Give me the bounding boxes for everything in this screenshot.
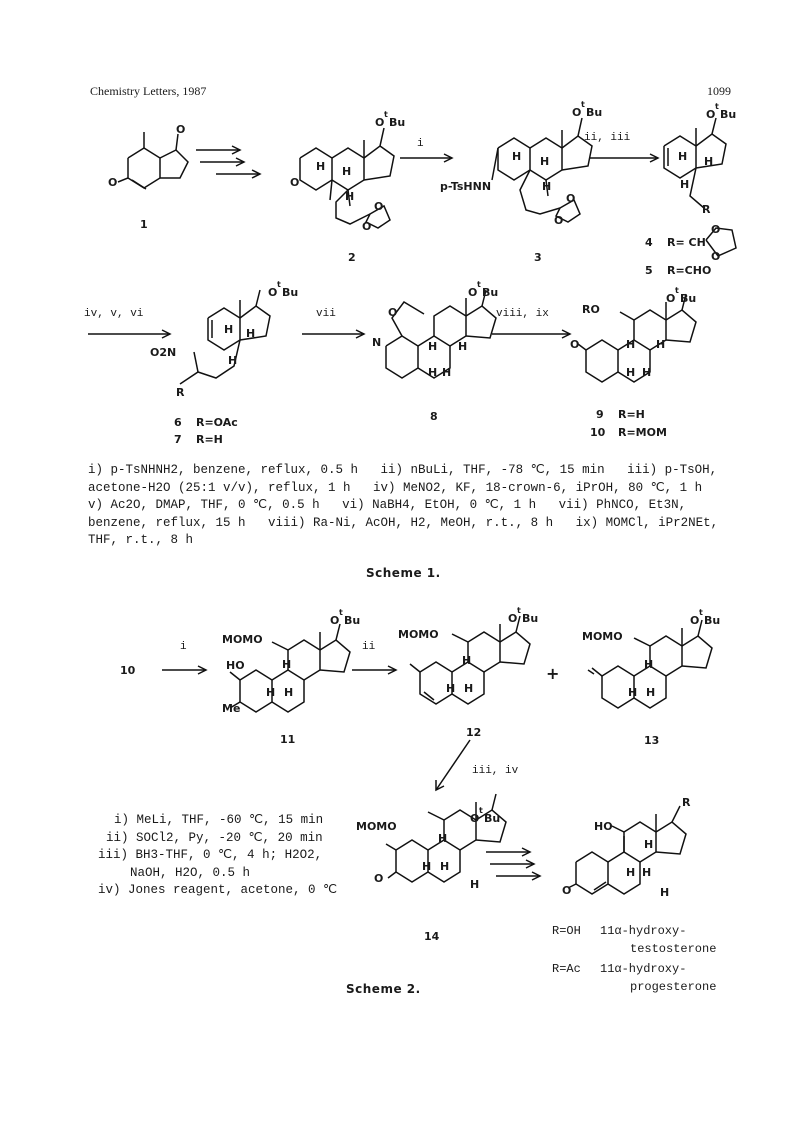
compound-6-number: 6 <box>174 416 182 429</box>
compound-14-number: 14 <box>424 930 440 943</box>
c3-dioxolane-o2: O <box>554 214 564 227</box>
c8-h2: H <box>458 340 468 353</box>
c3-otbu-o: O <box>572 106 582 119</box>
scheme-2-conditions-line-1: i) MeLi, THF, -60 ℃, 15 min <box>114 813 324 827</box>
compound-1-number: 1 <box>140 218 148 231</box>
c2-dioxolane-o2: O <box>362 220 372 233</box>
compound-8-number: 8 <box>430 410 438 423</box>
c14-momo: MOMO <box>356 820 397 833</box>
substituent-6: R=OAc <box>196 416 238 429</box>
c9-ro: RO <box>582 303 600 316</box>
product-name-2a: 11α-hydroxy- <box>600 962 687 976</box>
c9-h4: H <box>642 366 652 379</box>
c12-h2: H <box>446 682 456 695</box>
c11-momo: MOMO <box>222 633 263 646</box>
scheme-1-conditions-line-4: benzene, reflux, 15 h viii) Ra-Ni, AcOH, H2, MeOH, r.t., 8 h ix) MOMCl, iPr2NEt, <box>88 515 719 530</box>
c12-momo: MOMO <box>398 628 439 641</box>
product-h4: H <box>660 886 670 899</box>
c8-h3: H <box>428 366 438 379</box>
journal-header: Chemistry Letters, 1987 <box>90 84 207 98</box>
substituent-7: R=H <box>196 433 223 446</box>
c14-h2: H <box>422 860 432 873</box>
c2-h2: H <box>342 165 352 178</box>
product-steroid-skeleton <box>568 806 686 894</box>
product-name-1a: 11α-hydroxy- <box>600 924 687 938</box>
scheme-2-conditions-line-2: ii) SOCl2, Py, -20 ℃, 20 min <box>106 830 323 845</box>
compound-9-number: 9 <box>596 408 604 421</box>
product-ho: HO <box>594 820 613 833</box>
step-label-vii: vii <box>316 308 336 320</box>
c9-tbu-sup: t <box>675 286 679 295</box>
c9-ketone-o: O <box>570 338 580 351</box>
c3-h3: H <box>542 180 552 193</box>
c6-tbu: Bu <box>282 286 299 299</box>
c3-tshnn: p-TsHNN <box>440 180 492 193</box>
c14-ketone-o: O <box>374 872 384 885</box>
page-number: 1099 <box>707 84 731 98</box>
c6-h: H <box>224 323 234 336</box>
c12-otbu-o: O <box>508 612 518 625</box>
c8-isoxazoline-n: N <box>372 336 382 349</box>
scheme-2-conditions-line-4: NaOH, H2O, 0.5 h <box>130 865 251 880</box>
step-label-ii-iii: ii, iii <box>584 132 631 144</box>
step-label-iii-iv-s2: iii, iv <box>472 765 519 777</box>
c11-h3: H <box>284 686 294 699</box>
c1-ketone-o: O <box>176 123 186 136</box>
product-name-2b: progesterone <box>630 980 717 994</box>
scheme-2-conditions <box>90 812 337 900</box>
c1-enone-o: O <box>108 176 118 189</box>
c13-h2: H <box>628 686 638 699</box>
c6-otbu-o: O <box>268 286 278 299</box>
product-ketone-o: O <box>562 884 572 897</box>
compound-12-number: 12 <box>466 726 482 739</box>
c4-otbu-o: O <box>706 108 716 121</box>
c2-otbu-o: O <box>375 116 385 129</box>
c4-tbu: Bu <box>720 108 737 121</box>
c14-tbu: Bu <box>484 812 501 825</box>
c2-tbu-sup: t <box>384 110 388 119</box>
c11-tbu: Bu <box>344 614 361 627</box>
c4-dioxolane-o2: O <box>711 250 721 263</box>
c9-h: H <box>626 338 636 351</box>
c9-tbu: Bu <box>680 292 697 305</box>
scheme-1-caption: Scheme 1. <box>366 566 441 580</box>
c4-r: R <box>702 203 711 216</box>
c2-h: H <box>316 160 326 173</box>
c6-tbu-sup: t <box>277 280 281 289</box>
c3-tbu-sup: t <box>581 100 585 109</box>
product-h2: H <box>626 866 636 879</box>
compound-10-ref: 10 <box>120 664 136 677</box>
c4-h3: H <box>680 178 690 191</box>
c12-tbu: Bu <box>522 612 539 625</box>
substituent-4: R= CH <box>667 236 706 249</box>
compound-11-number: 11 <box>280 733 296 746</box>
c9-h2: H <box>656 338 666 351</box>
c4-dioxolane-o1: O <box>711 223 721 236</box>
scheme-1-conditions-line-2: acetone-H2O (25:1 v/v), reflux, 1 h iv) MeNO2, KF, 18-crown-6, iPrOH, 80 ℃, 1 h <box>88 480 703 495</box>
c13-otbu-o: O <box>690 614 700 627</box>
step-label-iv-v-vi: iv, v, vi <box>84 308 144 320</box>
c8-otbu-o: O <box>468 286 478 299</box>
product-h3: H <box>642 866 652 879</box>
scheme-1-conditions-line-5: THF, r.t., 8 h <box>88 533 194 547</box>
scheme-1-conditions-line-1: i) p-TsNHNH2, benzene, reflux, 0.5 h ii) nBuLi, THF, -78 ℃, 15 min iii) p-TsOH, <box>88 463 718 477</box>
compound-4-number: 4 <box>645 236 653 249</box>
c11-tbu-sup: t <box>339 608 343 617</box>
compound-7-number: 7 <box>174 433 182 446</box>
c8-h4: H <box>442 366 452 379</box>
substituent-10: R=MOM <box>618 426 667 439</box>
c4-tbu-sup: t <box>715 102 719 111</box>
compound-13-number: 13 <box>644 734 660 747</box>
product-r-oh: R=OH <box>552 924 581 938</box>
c12-h: H <box>462 654 472 667</box>
scheme-2-conditions-line-5: iv) Jones reagent, acetone, 0 ℃ <box>98 883 338 897</box>
c4-h: H <box>678 150 688 163</box>
c14-h3: H <box>440 860 450 873</box>
c13-tbu-sup: t <box>699 608 703 617</box>
c8-tbu-sup: t <box>477 280 481 289</box>
c12-h3: H <box>464 682 474 695</box>
product-name-1b: testosterone <box>630 942 717 956</box>
step-label-viii-ix: viii, ix <box>496 308 549 320</box>
c2-tbu: Bu <box>389 116 406 129</box>
c13-h: H <box>644 658 654 671</box>
c13-tbu: Bu <box>704 614 721 627</box>
c11-h2: H <box>266 686 276 699</box>
c6-h2: H <box>246 327 256 340</box>
c3-tbu: Bu <box>586 106 603 119</box>
scheme-2-conditions-line-3: iii) BH3-THF, 0 ℃, 4 h; H2O2, <box>98 848 323 862</box>
c14-tbu-sup: t <box>479 806 483 815</box>
c11-h: H <box>282 658 292 671</box>
product-h: H <box>644 838 654 851</box>
substituent-5: R=CHO <box>667 264 712 277</box>
c9-h3: H <box>626 366 636 379</box>
c6-r: R <box>176 386 185 399</box>
step-label-i-s2: i <box>180 641 187 653</box>
c2-ketone-o: O <box>290 176 300 189</box>
c14-otbu-o: O <box>470 812 480 825</box>
c6-o2n: O2N <box>150 346 177 359</box>
c3-h2: H <box>540 155 550 168</box>
c14-h: H <box>438 832 448 845</box>
c2-h3: H <box>345 190 355 203</box>
scheme-2-caption: Scheme 2. <box>346 982 421 996</box>
plus-sign: + <box>546 664 560 683</box>
step-label-ii-s2: ii <box>362 641 376 653</box>
compound-3-number: 3 <box>534 251 542 264</box>
c11-otbu-o: O <box>330 614 340 627</box>
product-r-ac: R=Ac <box>552 962 581 976</box>
c12-tbu-sup: t <box>517 606 521 615</box>
c8-tbu: Bu <box>482 286 499 299</box>
c4-h2: H <box>704 155 714 168</box>
c3-h: H <box>512 150 522 163</box>
compound-5-number: 5 <box>645 264 653 277</box>
c14-h4: H <box>470 878 480 891</box>
substituent-9: R=H <box>618 408 645 421</box>
scheme-1-conditions-line-3: v) Ac2O, DMAP, THF, 0 ℃, 0.5 h vi) NaBH4, EtOH, 0 ℃, 1 h vii) PhNCO, Et3N, <box>88 498 687 512</box>
compound-10-number: 10 <box>590 426 606 439</box>
c3-dioxolane-o1: O <box>566 192 576 205</box>
compound-2-number: 2 <box>348 251 356 264</box>
c2-dioxolane-o1: O <box>374 200 384 213</box>
c11-ho: HO <box>226 659 245 672</box>
c8-isoxazoline-o: O <box>388 306 398 319</box>
c6-h3: H <box>228 354 238 367</box>
c9-otbu-o: O <box>666 292 676 305</box>
c11-me: Me <box>222 702 241 715</box>
product-r: R <box>682 796 691 809</box>
step-label-i: i <box>417 138 424 150</box>
c13-h3: H <box>646 686 656 699</box>
arrow-14-to-product <box>486 848 540 880</box>
c8-h: H <box>428 340 438 353</box>
c13-momo: MOMO <box>582 630 623 643</box>
